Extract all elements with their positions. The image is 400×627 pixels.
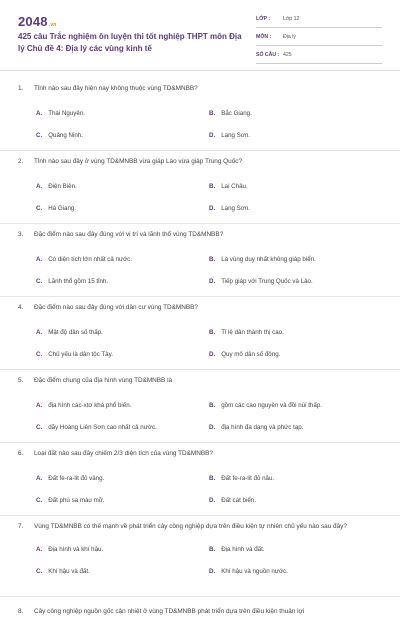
question-item <box>0 78 400 151</box>
question-item <box>0 151 400 224</box>
question-text: Vùng TD&MNBB có thế mạnh về phát triển cây công nghiệp dựa trên điều kiện tự nhiên chủ yếu nào sau đây? <box>34 523 347 530</box>
question-text: Đặc điểm nào sau đây đúng với vị trí và lãnh thổ vùng TD&MNBB? <box>34 231 224 238</box>
answer-option-d[interactable]: D. Đất cát biển. <box>209 496 256 504</box>
question-number: 1. <box>18 85 24 92</box>
answer-option-c[interactable]: C. Lãnh thổ gồm 15 tỉnh. <box>36 277 109 285</box>
answer-option-b[interactable]: B. gồm các cao nguyên và đồi núi thấp. <box>209 401 322 409</box>
answer-option-b[interactable]: B. Bắc Giang. <box>209 109 252 117</box>
class-label: LỚP : <box>256 15 271 22</box>
question-list <box>0 78 400 627</box>
question-text: Loại đất nào sau đây chiếm 2/3 diện tích của vùng TD&MNBB? <box>34 450 213 457</box>
answer-option-d[interactable]: D. Lạng Sơn. <box>209 131 251 139</box>
answer-option-b[interactable]: B. Địa hình và đất. <box>209 545 265 553</box>
question-item <box>0 370 400 443</box>
subject-label: MÔN : <box>256 33 272 40</box>
subject-row <box>256 28 382 46</box>
question-number: 3. <box>18 231 24 238</box>
page-title: 425 câu Trắc nghiệm ôn luyện thi tốt nghiệp THPT môn Địa lý Chủ đề 4: Địa lý các vùng kinh tế <box>18 32 242 53</box>
question-number: 7. <box>18 523 24 530</box>
info-panel <box>256 10 382 64</box>
answer-option-c[interactable]: C. Khí hậu và đất. <box>36 567 90 575</box>
subject-value: Địa lý <box>283 33 296 40</box>
answer-option-b[interactable]: B. Tỉ lệ dân thành thị cao. <box>209 328 284 336</box>
answer-option-c[interactable]: C. Hà Giang. <box>36 204 77 212</box>
count-value: 425 <box>283 51 292 58</box>
page-header <box>0 0 400 71</box>
question-number: 5. <box>18 377 24 384</box>
answer-option-c[interactable]: C. dãy Hoàng Liên Sơn cao nhất cả nước. <box>36 423 157 431</box>
question-text: Tỉnh nào sau đây ở vùng TD&MNBB vừa giáp Lào vừa giáp Trung Quốc? <box>34 158 243 165</box>
count-row <box>256 46 382 64</box>
answer-option-a[interactable]: A. địa hình các-xtơ khá phổ biến. <box>36 401 132 409</box>
answer-option-b[interactable]: B. Lai Châu. <box>209 182 248 190</box>
question-text: Đặc điểm nào sau đây đúng với dân cư vùng TD&MNBB? <box>34 304 198 311</box>
question-text: Tỉnh nào sau đây hiện nay không thuộc vùng TD&MNBB? <box>34 85 198 92</box>
question-text: Cây công nghiệp nguồn gốc cận nhiệt ở vùng TD&MNBB phát triển dựa trên điều kiện thuận lợi <box>34 608 305 615</box>
answer-option-b[interactable]: B. Là vùng duy nhất không giáp biển. <box>209 255 316 263</box>
count-label: SỐ CÂU : <box>256 51 280 58</box>
answer-option-d[interactable]: D. địa hình đa dạng và phức tạp. <box>209 423 304 431</box>
answer-option-a[interactable]: A. Điện Biên. <box>36 182 77 190</box>
answer-option-c[interactable]: C. Quảng Ninh. <box>36 131 83 139</box>
answer-option-c[interactable]: C. Đất phù sa màu mỡ. <box>36 496 105 504</box>
answer-option-a[interactable]: A. Đất fe-ra-lit đỏ vàng. <box>36 474 105 482</box>
question-number: 4. <box>18 304 24 311</box>
site-logo[interactable]: 2048.vn <box>18 14 57 29</box>
question-item <box>0 516 400 597</box>
answer-option-c[interactable]: C. Chủ yếu là dân tộc Tày. <box>36 350 113 358</box>
answer-option-d[interactable]: D. Tiếp giáp với Trung Quốc và Lào. <box>209 277 313 285</box>
class-value: Lớp 12 <box>283 15 300 22</box>
question-number: 6. <box>18 450 24 457</box>
question-number: 2. <box>18 158 24 165</box>
class-row <box>256 10 382 28</box>
answer-option-b[interactable]: B. Đất fe-ra-lit đỏ nâu. <box>209 474 275 482</box>
answer-option-a[interactable]: A. Địa hình và khí hậu. <box>36 545 104 553</box>
answer-option-a[interactable]: A. Thái Nguyên. <box>36 109 85 117</box>
answer-option-a[interactable]: A. Có diện tích lớn nhất cả nước. <box>36 255 132 263</box>
question-item <box>0 443 400 516</box>
question-text: Đặc điểm chung của địa hình vùng TD&MNBB là <box>34 377 173 384</box>
answer-option-d[interactable]: D. Khí hậu và nguồn nước. <box>209 567 288 575</box>
answer-option-a[interactable]: A. Mật độ dân số thấp. <box>36 328 103 336</box>
question-item <box>0 297 400 370</box>
answer-option-d[interactable]: D. Quy mô dân số đông. <box>209 350 281 358</box>
question-number: 8. <box>18 608 24 615</box>
answer-option-d[interactable]: D. Lạng Sơn. <box>209 204 251 212</box>
question-item <box>0 224 400 297</box>
question-item <box>0 597 400 627</box>
